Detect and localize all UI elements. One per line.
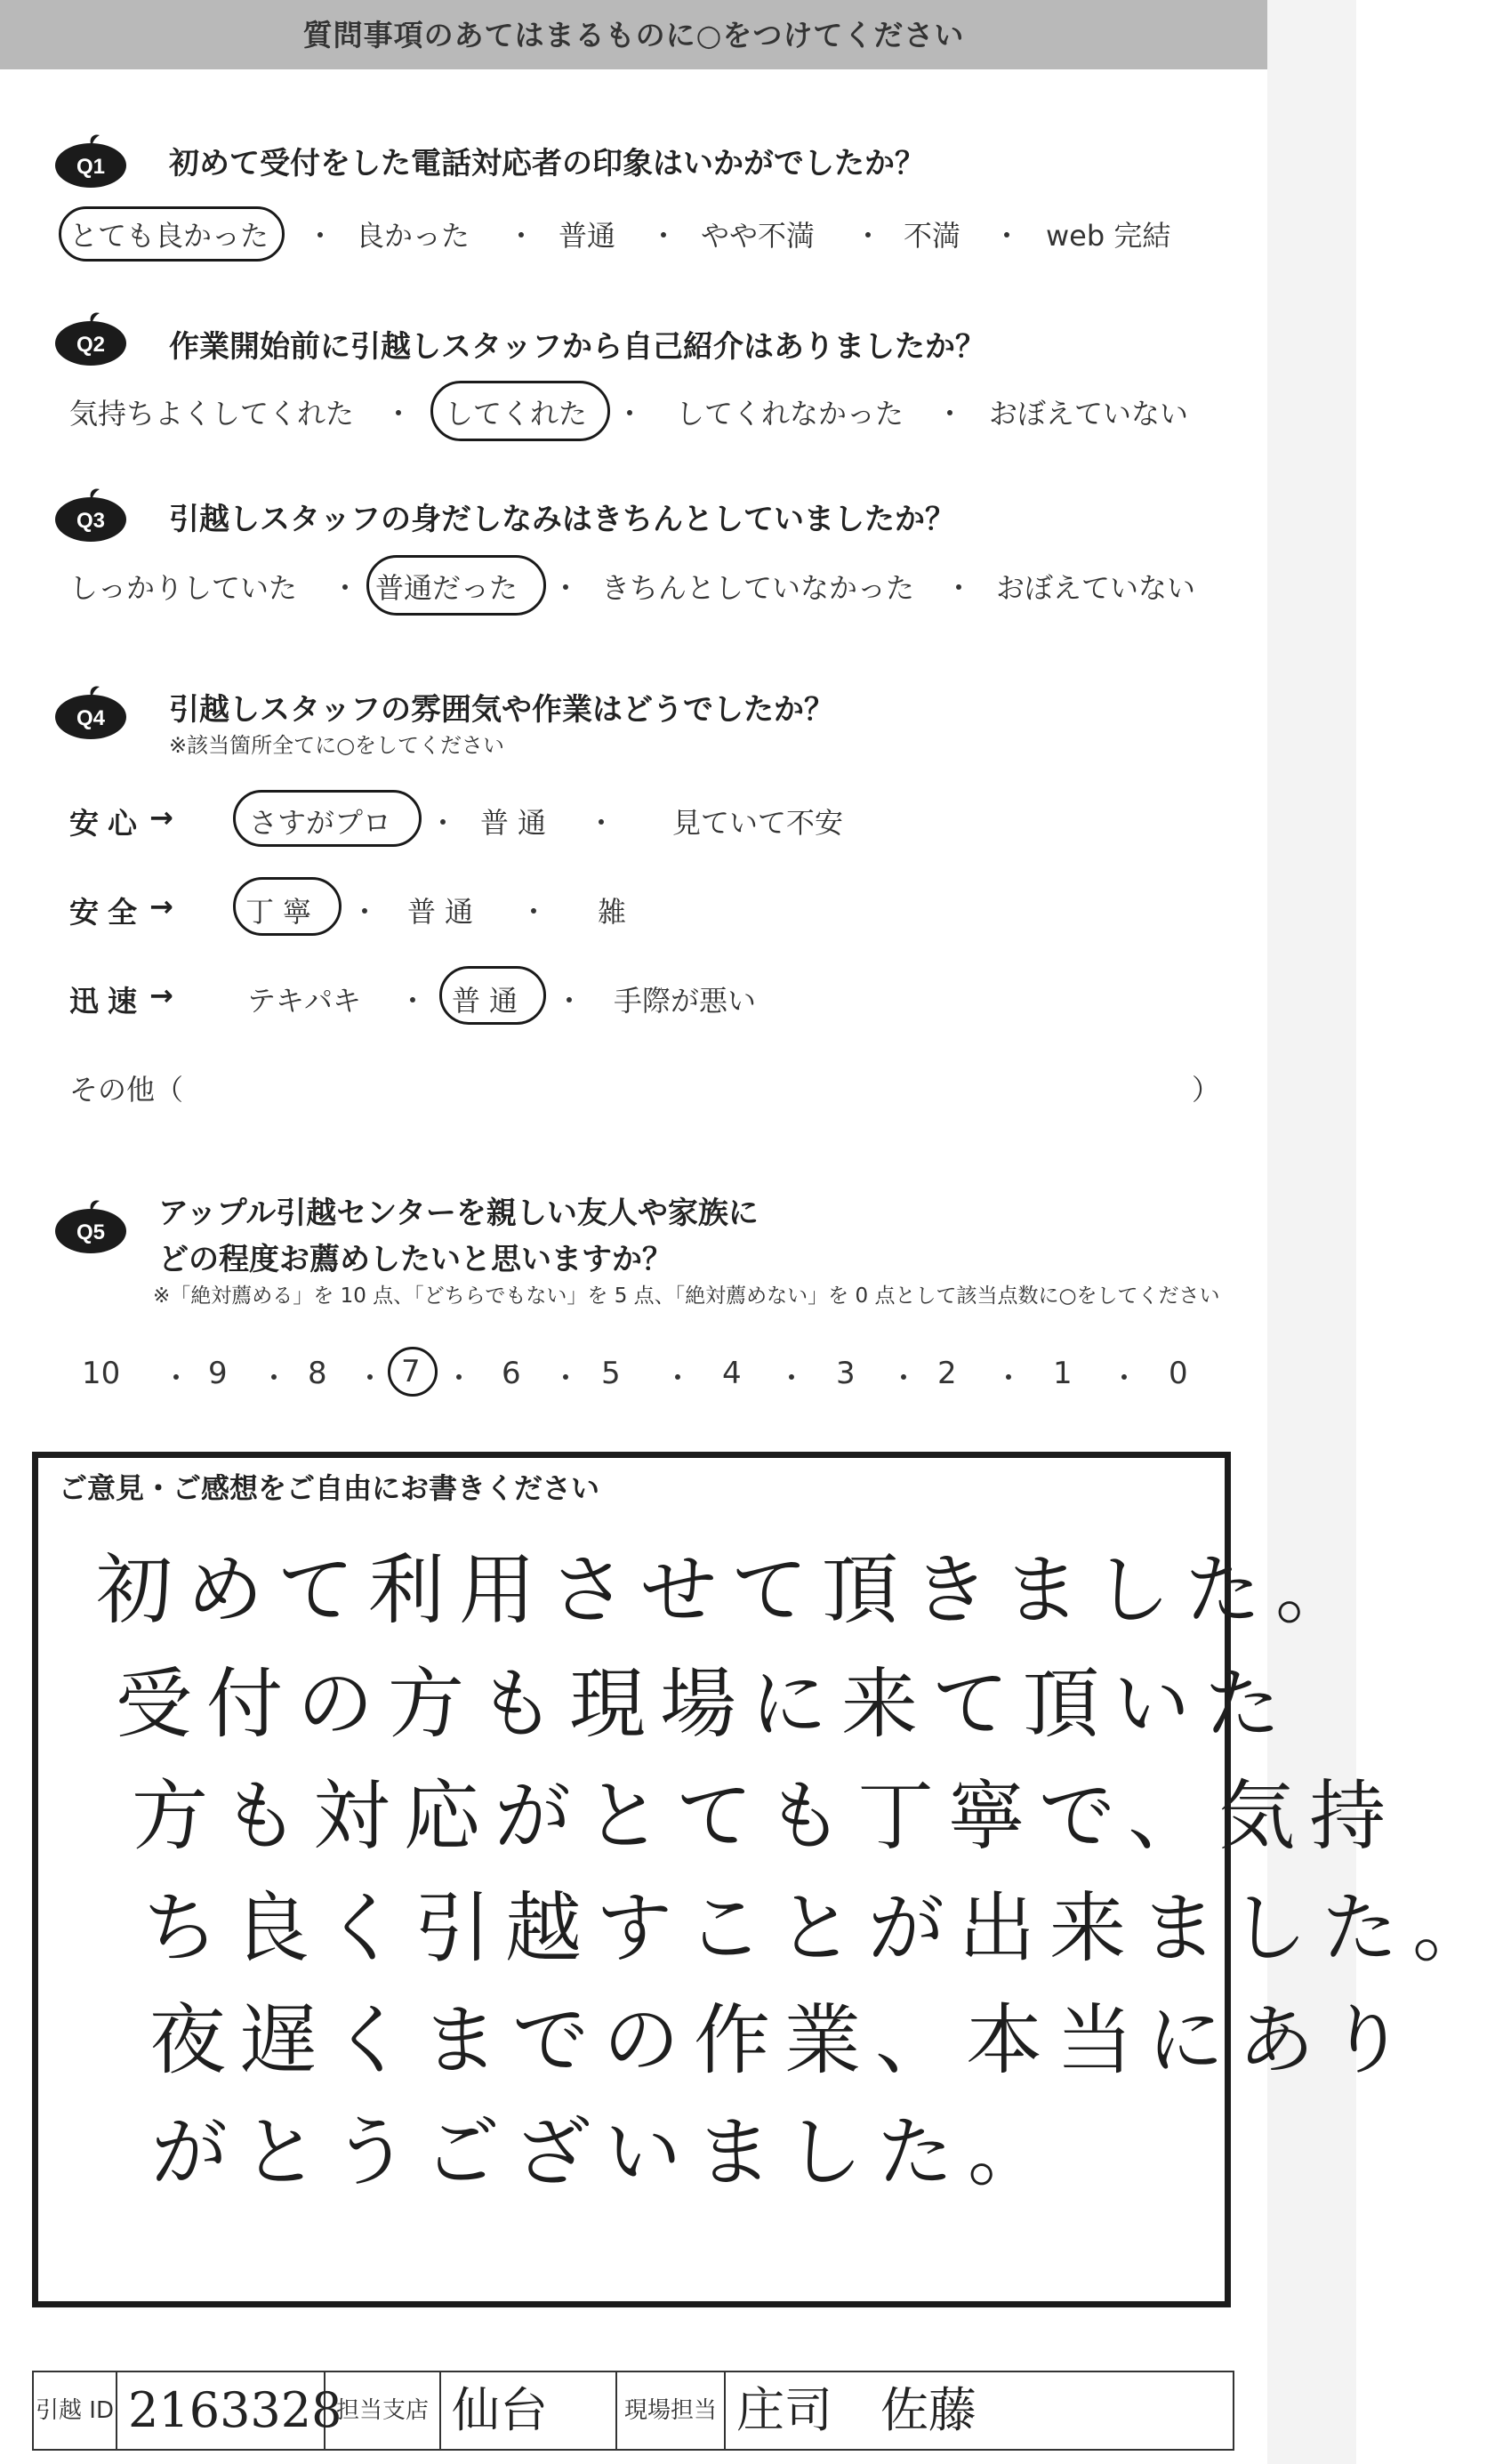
comment-line-6: がとうございました。: [151, 2108, 1058, 2197]
separator: ・: [889, 1361, 919, 1395]
q3-option-3[interactable]: きちんとしていなかった: [601, 571, 915, 605]
scan-edge: [1267, 0, 1356, 2464]
separator: ・: [854, 219, 883, 253]
q1-option-2[interactable]: 良かった: [356, 219, 470, 253]
arrow-right-icon: →: [149, 890, 173, 923]
separator: ・: [994, 1361, 1024, 1395]
scale-8[interactable]: 8: [308, 1356, 327, 1391]
footer-staff-value[interactable]: 庄司 佐藤: [736, 2382, 977, 2438]
scale-2[interactable]: 2: [937, 1356, 957, 1391]
separator: ・: [663, 1361, 693, 1395]
separator: ・: [445, 1361, 474, 1395]
q4-row1-option-2[interactable]: 普通: [480, 806, 556, 840]
separator: ・: [356, 1361, 385, 1395]
separator: ・: [555, 984, 584, 1018]
header-bar: [0, 0, 1267, 69]
scale-10[interactable]: 10: [82, 1356, 121, 1391]
header-title: 質問事項のあてはまるものに○をつけてください: [302, 18, 965, 52]
separator: ・: [306, 219, 335, 253]
scale-0[interactable]: 0: [1169, 1356, 1188, 1391]
apple-badge-icon: [53, 311, 128, 366]
separator: ・: [944, 571, 974, 605]
separator: ・: [162, 1361, 191, 1395]
comment-line-1: 初めて利用させて頂きました。: [96, 1546, 1366, 1635]
q2-question: 作業開始前に引越しスタッフから自己紹介はありましたか？: [169, 329, 985, 365]
q3-option-1[interactable]: しっかりしていた: [69, 571, 298, 605]
q2-option-2[interactable]: してくれた: [445, 397, 588, 431]
separator: ・: [519, 895, 549, 929]
comment-line-3: 方も対応がとても丁寧で、気持: [132, 1772, 1401, 1861]
q2-option-3[interactable]: してくれなかった: [676, 397, 904, 431]
apple-badge-icon: [53, 487, 128, 543]
q4-row1-option-3[interactable]: 見ていて不安: [672, 806, 844, 840]
separator: ・: [507, 219, 536, 253]
q1-option-5[interactable]: 不満: [904, 219, 961, 253]
q1-option-3[interactable]: 普通: [559, 219, 616, 253]
apple-badge-icon: [53, 133, 128, 189]
apple-badge-icon: [53, 685, 128, 740]
separator: ・: [331, 571, 360, 605]
scale-7[interactable]: 7: [401, 1354, 421, 1389]
footer-branch-label: 担当支店: [326, 2372, 441, 2449]
q5-note: ※「絶対薦める」を 10 点、「どちらでもない」を 5 点、「絶対薦めない」を 0 点として該当点数に○をしてください: [153, 1284, 1220, 1308]
badge-label: Q5: [76, 1220, 106, 1244]
q4-row2-option-2[interactable]: 普通: [407, 895, 483, 929]
badge-label: Q4: [76, 706, 106, 730]
scale-3[interactable]: 3: [836, 1356, 856, 1391]
separator: ・: [587, 806, 616, 840]
q3-option-4[interactable]: おぼえていない: [996, 571, 1196, 605]
arrow-right-icon: →: [149, 801, 173, 834]
q4-row2-option-3[interactable]: 雑: [598, 895, 627, 929]
q2-option-1[interactable]: 気持ちよくしてくれた: [69, 397, 355, 431]
q1-question: 初めて受付をした電話対応者の印象はいかがでしたか？: [169, 146, 925, 181]
footer-staff-label: 現場担当: [617, 2372, 726, 2449]
q4-row1-option-1[interactable]: さすがプロ: [249, 806, 392, 840]
separator: ・: [350, 895, 380, 929]
q4-row-label-anzen: 安全: [69, 895, 146, 930]
q1-option-4[interactable]: やや不満: [701, 219, 816, 253]
separator: ・: [551, 1361, 581, 1395]
arrow-right-icon: →: [149, 978, 173, 1012]
q4-row2-option-1[interactable]: 丁寧: [245, 895, 321, 929]
separator: ・: [384, 397, 414, 431]
footer-id-label: 引越 ID: [34, 2372, 117, 2449]
separator: ・: [429, 806, 458, 840]
q4-row-label-anshin: 安心: [69, 806, 146, 841]
badge-label: Q3: [76, 509, 106, 533]
badge-label: Q2: [76, 333, 106, 357]
separator: ・: [936, 397, 965, 431]
separator: ・: [551, 571, 581, 605]
footer-branch-value[interactable]: 仙台: [441, 2372, 617, 2449]
q4-other-label: その他（: [69, 1073, 184, 1107]
q3-question: 引越しスタッフの身だしなみはきちんとしていましたか？: [169, 502, 955, 537]
comment-line-2: 受付の方も現場に来て頂いた: [116, 1660, 1295, 1749]
footer-table: [32, 2371, 1234, 2451]
separator: ・: [615, 397, 645, 431]
q4-row3-option-3[interactable]: 手際が悪い: [614, 984, 757, 1018]
q4-note: ※該当箇所全てに○をしてください: [169, 733, 505, 758]
q4-other-close: ）: [1192, 1073, 1221, 1107]
separator: ・: [649, 219, 679, 253]
q4-question: 引越しスタッフの雰囲気や作業はどうでしたか？: [169, 692, 834, 728]
q1-option-1[interactable]: とても良かった: [69, 219, 269, 253]
badge-label: Q1: [76, 155, 106, 179]
q5-question-line2: どの程度お薦めしたいと思いますか？: [158, 1242, 672, 1277]
scale-4[interactable]: 4: [722, 1356, 742, 1391]
comment-line-4: ち良く引越すことが出来ました。: [142, 1884, 1503, 1973]
apple-badge-icon: [53, 1199, 128, 1254]
q2-option-4[interactable]: おぼえていない: [989, 397, 1189, 431]
q4-row-label-jinsoku: 迅速: [69, 984, 146, 1019]
q5-question-line1: アップル引越センターを親しい友人や家族に: [158, 1196, 759, 1231]
separator: ・: [1110, 1361, 1139, 1395]
q3-option-2[interactable]: 普通だった: [375, 571, 518, 605]
footer-id-value[interactable]: 2163328: [117, 2372, 326, 2449]
separator: ・: [260, 1361, 289, 1395]
scale-9[interactable]: 9: [208, 1356, 228, 1391]
comment-title: ご意見・ご感想をご自由にお書きください: [59, 1471, 600, 1505]
q4-row3-option-2[interactable]: 普通: [452, 984, 527, 1018]
scale-6[interactable]: 6: [502, 1356, 521, 1391]
separator: ・: [398, 984, 428, 1018]
q1-option-6[interactable]: web 完結: [1046, 219, 1171, 253]
scale-5[interactable]: 5: [601, 1356, 621, 1391]
separator: ・: [777, 1361, 807, 1395]
scale-1[interactable]: 1: [1053, 1356, 1073, 1391]
separator: ・: [993, 219, 1022, 253]
q4-row3-option-1[interactable]: テキパキ: [247, 984, 362, 1018]
comment-line-5: 夜遅くまでの作業、本当にあり: [149, 1996, 1419, 2085]
